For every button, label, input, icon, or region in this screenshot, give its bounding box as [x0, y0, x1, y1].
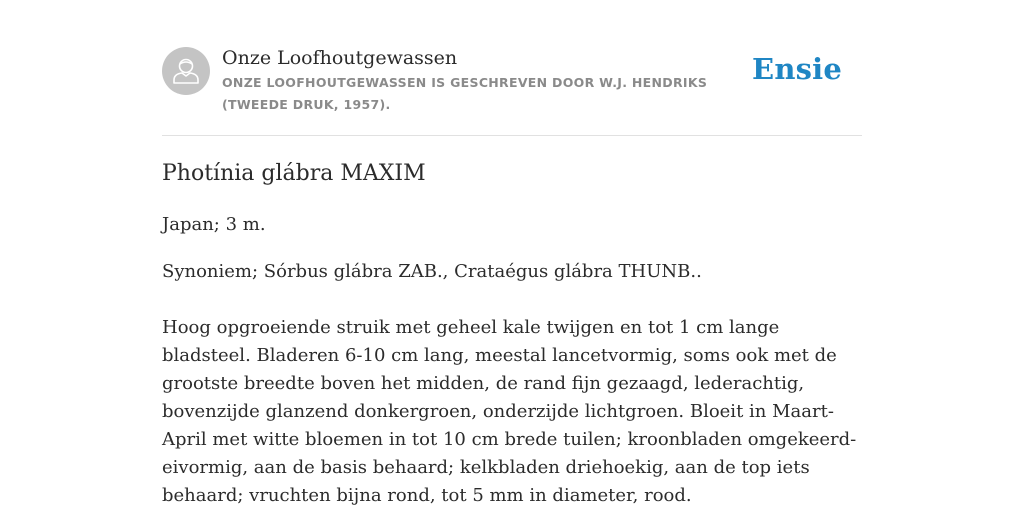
- author-avatar[interactable]: [162, 47, 210, 95]
- header-divider: [162, 135, 862, 136]
- entry-origin: Japan; 3 m.: [162, 214, 266, 235]
- book-header: [162, 46, 862, 136]
- ensie-logo[interactable]: Ensie: [752, 52, 842, 86]
- entry-synonyms: Synoniem; Sórbus glábra ZAB., Crataégus glábra THUNB..: [162, 261, 702, 282]
- book-description: ONZE LOOFHOUTGEWASSEN IS GESCHREVEN DOOR W.J. HENDRIKS (TWEEDE DRUK, 1957).: [222, 75, 708, 112]
- book-title[interactable]: Onze Loofhoutgewassen: [222, 47, 458, 69]
- user-outline-icon: [162, 47, 210, 95]
- entry-title: Photínia glábra MAXIM: [162, 161, 426, 186]
- entry-content: [162, 158, 862, 510]
- entry-description: Hoog opgroeiende struik met geheel kale twijgen en tot 1 cm lange bladsteel. Bladeren 6-10 cm lang, meestal lancetvormig, soms ook met de grootste breedte boven het midden, de rand fijn gezaagd, lederachtig, bovenzijde glanzend donkergroen, onderzijde lichtgroen. Bloeit in Maart-April met witte bloemen in tot 10 cm brede tuilen; kroonbladen omgekeerd-eivormig, aan de basis behaard; kelkbladen driehoekig, aan de top iets behaard; vruchten bijna rond, tot 5 mm in diameter, rood.: [162, 317, 857, 506]
